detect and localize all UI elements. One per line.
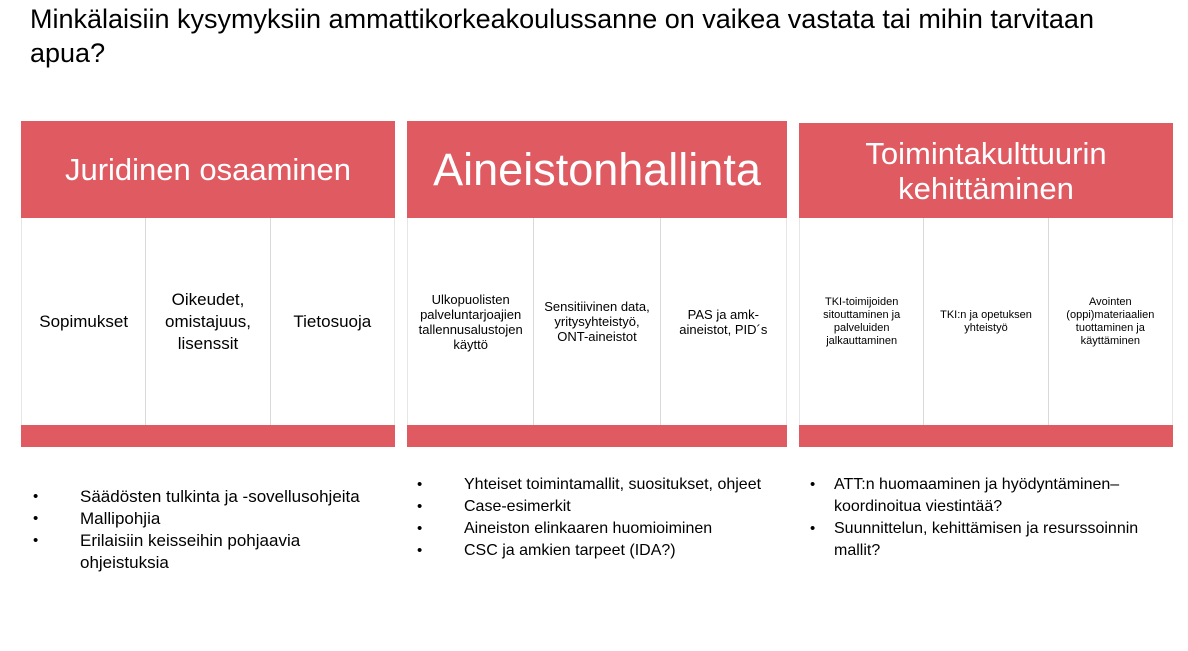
bullet-icon: • [417, 542, 423, 559]
topic-cell: TKI:n ja opetuksen yhteistyö [923, 218, 1047, 425]
topic-cell: Oikeudet, omistajuus, lisenssit [145, 218, 269, 425]
list-item [417, 496, 787, 518]
list-item [417, 540, 787, 562]
column-footer-bar [799, 425, 1173, 447]
list-item [810, 518, 1180, 562]
column-footer-bar [407, 425, 787, 447]
bullet-list-toimintakulttuuri [810, 474, 1180, 562]
topic-cells-row [799, 218, 1173, 425]
column-footer-bar [21, 425, 395, 447]
topic-cell: Ulkopuolisten palveluntarjoajien tallennusalustojen käyttö [407, 218, 533, 425]
topic-cell: Sopimukset [21, 218, 145, 425]
list-item-text: Mallipohjia [80, 509, 161, 528]
bullet-icon: • [810, 476, 816, 493]
bullet-icon: • [33, 532, 39, 549]
list-item [810, 474, 1180, 518]
list-item [417, 518, 787, 540]
list-item-text: Yhteiset toimintamallit, suositukset, ohjeet [464, 476, 762, 493]
column-header: Juridinen osaaminen [21, 121, 395, 218]
list-item [33, 486, 393, 508]
bullet-list-juridinen [33, 486, 393, 574]
list-item-text: CSC ja amkien tarpeet (IDA?) [464, 542, 676, 559]
bullet-list-aineistonhallinta [417, 474, 787, 562]
topic-cell: Avointen (oppi)materiaalien tuottaminen ja käyttäminen [1048, 218, 1173, 425]
list-item [33, 508, 393, 530]
column-header: Toimintakulttuurin kehittäminen [799, 123, 1173, 218]
topic-cells-row [21, 218, 395, 425]
column-header: Aineistonhallinta [407, 121, 787, 218]
topic-cells-row [407, 218, 787, 425]
bullet-icon: • [417, 476, 423, 493]
list-item [417, 474, 787, 496]
page-title: Minkälaisiin kysymyksiin ammattikorkeakoulussanne on vaikea vastata tai mihin tarvitaan apua? [30, 4, 1094, 68]
topic-cell: PAS ja amk-aineistot, PID´s [660, 218, 787, 425]
topic-cell: Sensitiivinen data, yritysyhteistyö, ONT-aineistot [533, 218, 659, 425]
bullet-icon: • [33, 510, 39, 527]
list-item-text: Erilaisiin keisseihin pohjaavia ohjeistuksia [80, 531, 301, 572]
list-item-text: Suunnittelun, kehittämisen ja resurssoinnin mallit? [834, 520, 1139, 559]
bullet-icon: • [33, 488, 39, 505]
bullet-icon: • [810, 520, 816, 537]
bullet-icon: • [417, 520, 423, 537]
topic-cell: TKI-toimijoiden sitouttaminen ja palveluiden jalkauttaminen [799, 218, 923, 425]
bullet-icon: • [417, 498, 423, 515]
list-item-text: Case-esimerkit [464, 498, 571, 515]
list-item-text: ATT:n huomaaminen ja hyödyntäminen–koordinoitua viestintää? [834, 476, 1120, 515]
list-item-text: Säädösten tulkinta ja -sovellusohjeita [80, 487, 360, 506]
list-item [33, 530, 393, 574]
topic-cell: Tietosuoja [270, 218, 395, 425]
list-item-text: Aineiston elinkaaren huomioiminen [464, 520, 713, 537]
